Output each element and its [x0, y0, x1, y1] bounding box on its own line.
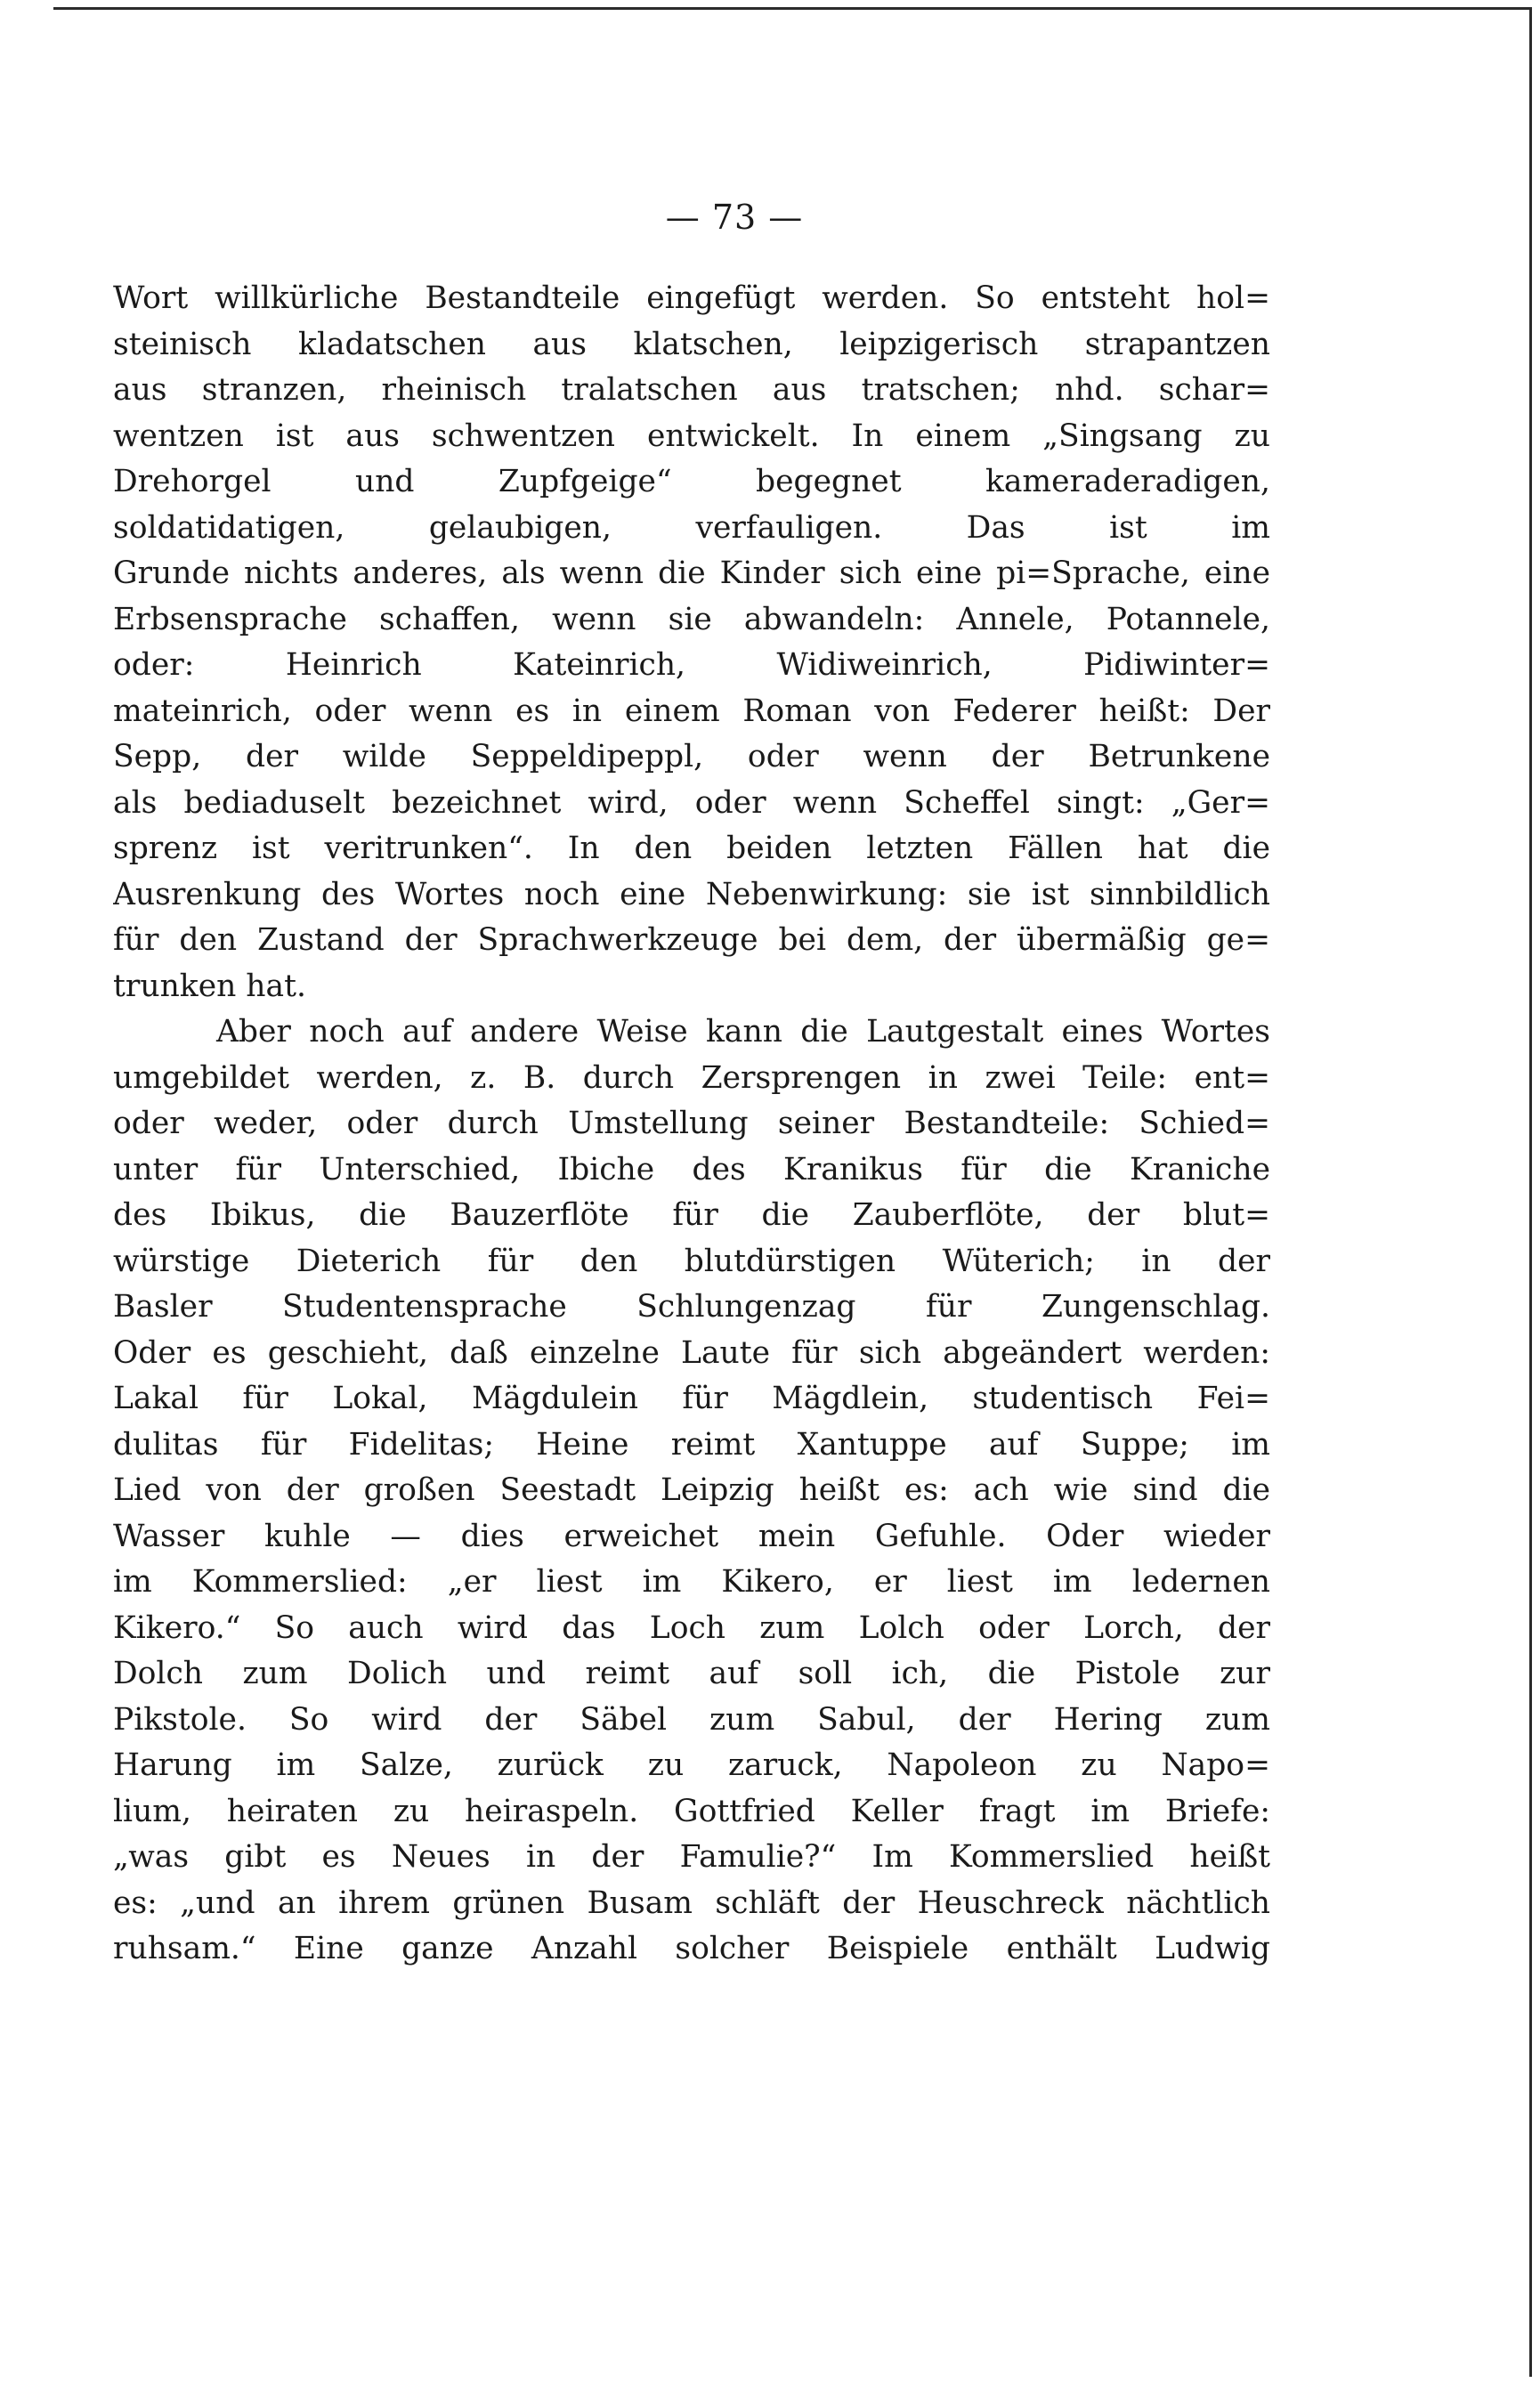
text-line: im Kommerslied: „er liest im Kikero, er liest im ledernen	[113, 1564, 1270, 1600]
text-line: des Ibikus, die Bauzerflöte für die Zauberflöte, der blut=	[113, 1197, 1270, 1233]
page-border-right	[1529, 7, 1532, 2377]
text-line: unter für Unterschied, Ibiche des Kranikus für die Kraniche	[113, 1151, 1270, 1187]
text-line: soldatidatigen, gelaubigen, verfauligen. Das ist im	[113, 509, 1270, 546]
text-line: steinisch kladatschen aus klatschen, leipzigerisch strapantzen	[113, 326, 1270, 362]
text-line: oder: Heinrich Kateinrich, Widiweinrich, Pidiwinter=	[113, 647, 1270, 683]
text-line: Basler Studentensprache Schlungenzag für Zungenschlag.	[113, 1289, 1270, 1325]
page-number: — 73 —	[665, 198, 804, 237]
text-line: Wasser kuhle — dies erweichet mein Gefuhle. Oder wieder	[113, 1518, 1270, 1554]
text-line: Harung im Salze, zurück zu zaruck, Napoleon zu Napo=	[113, 1747, 1270, 1783]
text-line: Wort willkürliche Bestandteile eingefügt werden. So entsteht hol=	[113, 280, 1270, 316]
text-line: aus stranzen, rheinisch tralatschen aus tratschen; nhd. schar=	[113, 372, 1270, 408]
text-line: oder weder, oder durch Umstellung seiner Bestandteile: Schied=	[113, 1106, 1270, 1141]
text-line: wentzen ist aus schwentzen entwickelt. In einem „Singsang zu	[113, 417, 1270, 454]
text-line: sprenz ist veritrunken“. In den beiden letzten Fällen hat die	[113, 831, 1270, 866]
text-line: es: „und an ihrem grünen Busam schläft der Heuschreck nächtlich	[113, 1885, 1270, 1921]
text-line: lium, heiraten zu heiraspeln. Gottfried Keller fragt im Briefe:	[113, 1793, 1270, 1829]
text-line: Pikstole. So wird der Säbel zum Sabul, der Hering zum	[113, 1701, 1270, 1738]
text-line: Sepp, der wilde Seppeldipeppl, oder wenn der Betrunkene	[113, 739, 1270, 774]
page-border-top	[53, 7, 1531, 10]
text-line: Grunde nichts anderes, als wenn die Kinder sich eine pi=Sprache, eine	[113, 555, 1270, 591]
text-line: Aber noch auf andere Weise kann die Lautgestalt eines Wortes	[216, 1014, 1270, 1050]
text-line: Drehorgel und Zupfgeige“ begegnet kameraderadigen,	[113, 464, 1270, 499]
text-line: ruhsam.“ Eine ganze Anzahl solcher Beispiele enthält Ludwig	[113, 1931, 1270, 1966]
text-line: für den Zustand der Sprachwerkzeuge bei dem, der übermäßig ge=	[113, 922, 1270, 958]
text-line: Lakal für Lokal, Mägdulein für Mägdlein, studentisch Fei=	[113, 1381, 1270, 1416]
text-line: Lied von der großen Seestadt Leipzig heißt es: ach wie sind die	[113, 1472, 1270, 1508]
text-line: trunken hat.	[113, 968, 306, 1004]
text-line: würstige Dieterich für den blutdürstigen Wüterich; in der	[113, 1243, 1270, 1279]
text-line: Oder es geschieht, daß einzelne Laute für sich abgeändert werden:	[113, 1334, 1270, 1371]
text-line: dulitas für Fidelitas; Heine reimt Xantuppe auf Suppe; im	[113, 1426, 1270, 1463]
text-line: als bediaduselt bezeichnet wird, oder wenn Scheffel singt: „Ger=	[113, 784, 1270, 821]
body-text	[113, 276, 1270, 1973]
text-line: umgebildet werden, z. B. durch Zersprengen in zwei Teile: ent=	[113, 1059, 1270, 1096]
text-line: Dolch zum Dolich und reimt auf soll ich, die Pistole zur	[113, 1656, 1270, 1691]
text-line: Erbsensprache schaffen, wenn sie abwandeln: Annele, Potannele,	[113, 601, 1270, 637]
text-line: „was gibt es Neues in der Famulie?“ Im Kommerslied heißt	[113, 1839, 1270, 1875]
text-line: Ausrenkung des Wortes noch eine Nebenwirkung: sie ist sinnbildlich	[113, 876, 1270, 912]
text-line: Kikero.“ So auch wird das Loch zum Lolch oder Lorch, der	[113, 1609, 1270, 1646]
text-line: mateinrich, oder wenn es in einem Roman von Federer heißt: Der	[113, 693, 1270, 729]
